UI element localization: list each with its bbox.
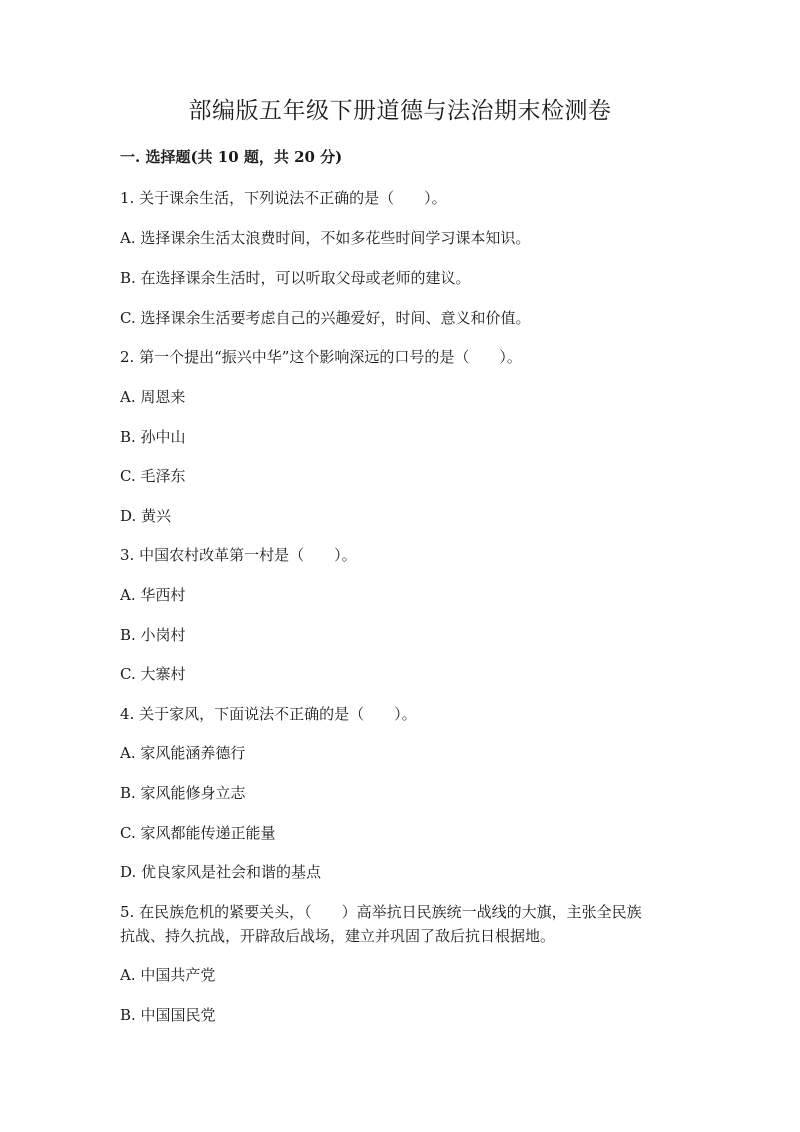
question-5-stem-line-1: 5. 在民族危机的紧要关头，（ ）高举抗日民族统一战线的大旗，主张全民族 [120, 903, 642, 921]
question-2-option-d: D. 黄兴 [120, 507, 172, 525]
section-heading: 一. 选择题(共 10 题，共 20 分) [120, 148, 343, 166]
question-3-option-b: B. 小岗村 [120, 626, 186, 644]
question-4-stem: 4. 关于家风，下面说法不正确的是（ ）。 [120, 705, 417, 723]
question-4-option-a: A. 家风能涵养德行 [120, 744, 246, 762]
question-3-option-a: A. 华西村 [120, 586, 186, 604]
question-4-option-b: B. 家风能修身立志 [120, 784, 246, 802]
question-1-option-b: B. 在选择课余生活时，可以听取父母或老师的建议。 [120, 269, 471, 287]
question-3-stem: 3. 中国农村改革第一村是（ ）。 [120, 546, 357, 564]
question-1-option-a: A. 选择课余生活太浪费时间，不如多花些时间学习课本知识。 [120, 229, 531, 247]
question-4-option-c: C. 家风都能传递正能量 [120, 824, 276, 842]
question-5-option-b: B. 中国国民党 [120, 1006, 216, 1024]
question-2-option-b: B. 孙中山 [120, 428, 186, 446]
question-2-stem: 2. 第一个提出“振兴中华”这个影响深远的口号的是（ ）。 [120, 348, 522, 366]
question-5-option-a: A. 中国共产党 [120, 966, 216, 984]
question-2-option-c: C. 毛泽东 [120, 467, 186, 485]
question-2-option-a: A. 周恩来 [120, 388, 186, 406]
question-3-option-c: C. 大寨村 [120, 665, 186, 683]
question-1-stem: 1. 关于课余生活，下列说法不正确的是（ ）。 [120, 189, 447, 207]
question-5-stem-line-2: 抗战、持久抗战，开辟敌后战场，建立并巩固了敌后抗日根据地。 [120, 927, 556, 945]
page-title: 部编版五年级下册道德与法治期末检测卷 [188, 98, 612, 124]
question-4-option-d: D. 优良家风是社会和谐的基点 [120, 863, 322, 881]
question-1-option-c: C. 选择课余生活要考虑自己的兴趣爱好，时间、意义和价值。 [120, 309, 531, 327]
